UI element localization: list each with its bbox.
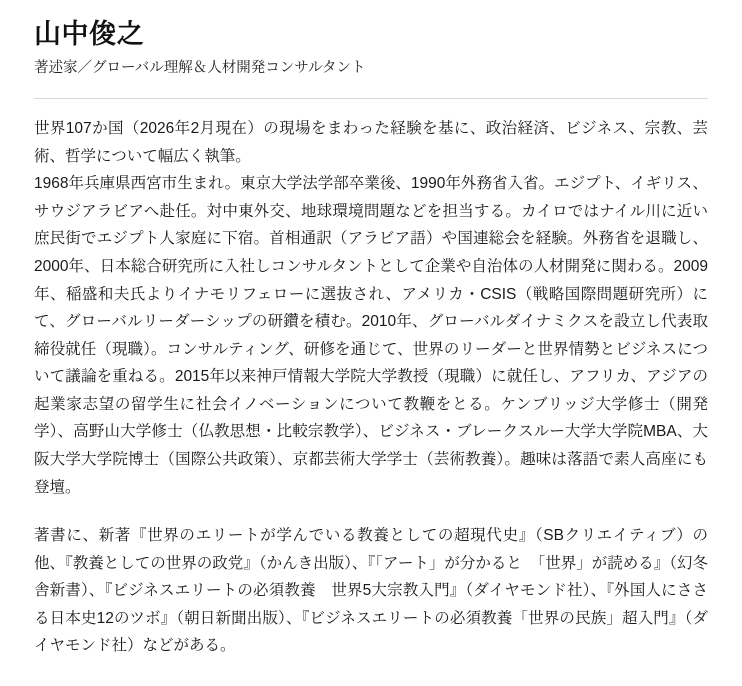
profile-role: 著述家／グローバル理解＆人材開発コンサルタント	[34, 59, 366, 76]
profile-bio	[34, 115, 708, 660]
bio-paragraph-2: 1968年兵庫県西宮市生まれ。東京大学法学部卒業後、1990年外務省入省。エジプト、イギリス、サウジアラビアへ赴任。対中東外交、地球環境問題などを担当する。カイロではナイル川に近い庶民街でエジプト人家庭に下宿。首相通訳（アラビア語）や国連総会を経験。外務省を退職し、2000年、日本総合研究所に入社しコンサルタントとして企業や自治体の人材開発に関わる。2009年、稲盛和夫氏よりイナモリフェローに選抜され、アメリカ・CSIS（戦略国際問題研究所）にて、グローバルリーダーシップの研鑽を積む。2010年、グローバルダイナミクスを設立し代表取締役就任（現職）。コンサルティング、研修を通じて、世界のリーダーと世界情勢とビジネスについて議論を重ねる。2015年以来神戸情報大学院大学教授（現職）に就任し、アフリカ、アジアの起業家志望の留学生に社会イノベーションについて教鞭をとる。ケンブリッジ大学修士（開発学）、高野山大学修士（仏教思想・比較宗教学）、ビジネス・ブレークスルー大学大学院MBA、大阪大学大学院博士（国際公共政策）、京都芸術大学学士（芸術教養）。趣味は落語で素人高座にも登壇。	[34, 175, 708, 496]
divider	[34, 98, 708, 99]
bio-paragraph-3: 著書に、新著『世界のエリートが学んでいる教養としての超現代史』（SBクリエイティブ）の他、『教養としての世界の政党』（かんき出版）、『「アート」が分かると 「世界」が読める』（幻冬舎新書）、『ビジネスエリートの必須教養 世界5大宗教入門』（ダイヤモンド社）、『外国人にささる日本史12のツボ』（朝日新聞出版）、『ビジネスエリートの必須教養「世界の民族」超入門』（ダイヤモンド社）などがある。	[34, 527, 708, 655]
page-title: 山中俊之	[34, 19, 144, 49]
bio-paragraph-1: 世界107か国（2026年2月現在）の現場をまわった経験を基に、政治経済、ビジネス、宗教、芸術、哲学について幅広く執筆。	[34, 120, 708, 165]
